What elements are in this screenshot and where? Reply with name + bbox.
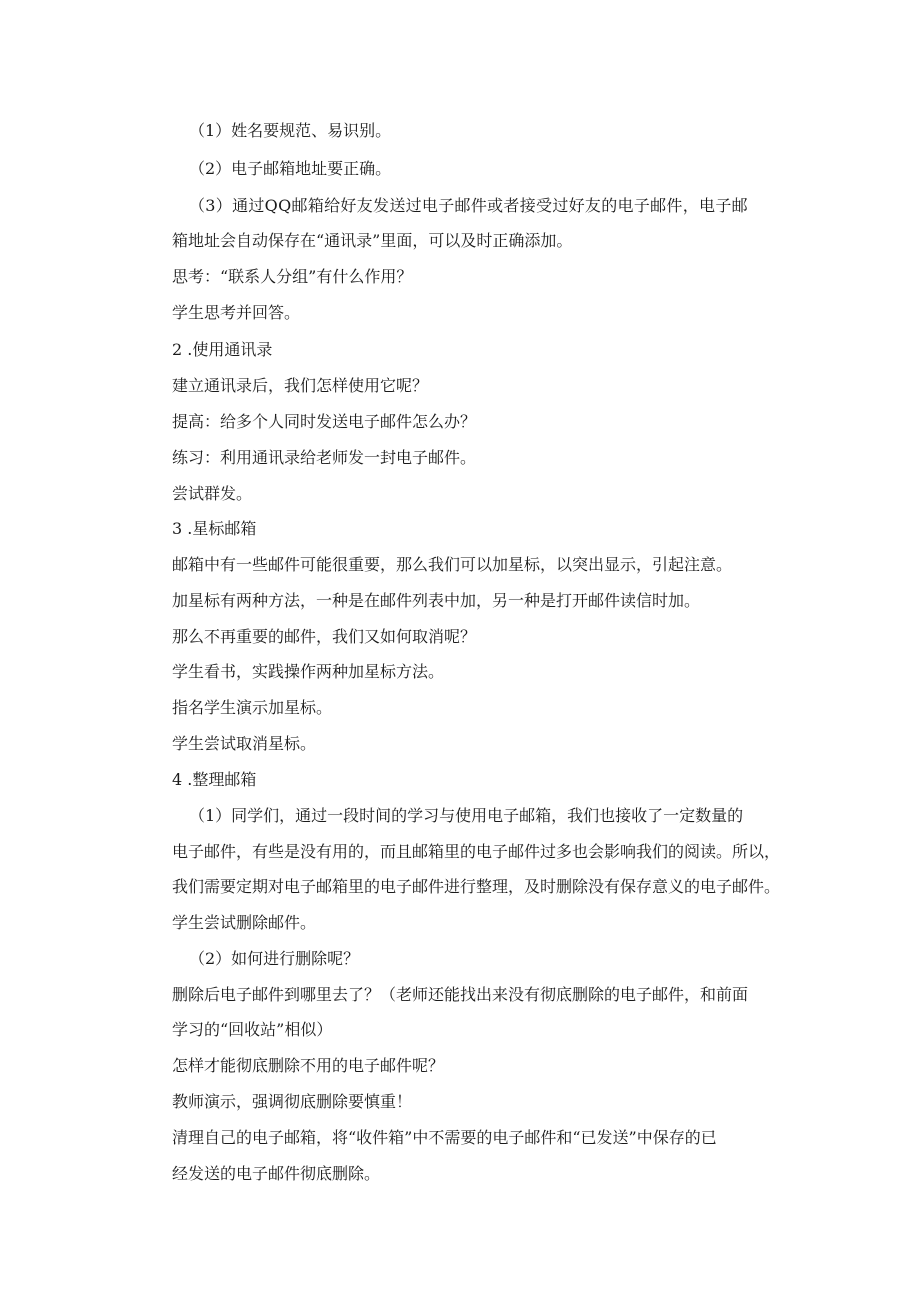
text-line: 思考：“联系人分组”有什么作用？	[172, 267, 413, 286]
text-line: 尝试群发。	[172, 484, 253, 503]
text-line: （2）如何进行删除呢？	[189, 949, 360, 968]
text-line: 电子邮件，有些是没有用的，而且邮箱里的电子邮件过多也会影响我们的阅读。所以，	[172, 842, 781, 861]
text-line: 学习的“回收站”相似）	[172, 1020, 333, 1039]
text-line: （1）同学们，通过一段时间的学习与使用电子邮箱，我们也接收了一定数量的	[189, 806, 744, 825]
text-line: 学生思考并回答。	[172, 303, 301, 322]
text-line: 加星标有两种方法，一种是在邮件列表中加，另一种是打开邮件读信时加。	[172, 591, 701, 610]
text-line: 箱地址会自动保存在“通讯录”里面，可以及时正确添加。	[172, 231, 573, 250]
text-line: 建立通讯录后，我们怎样使用它呢？	[172, 376, 429, 395]
text-line: 学生看书，实践操作两种加星标方法。	[172, 662, 445, 681]
text-line: 删除后电子邮件到哪里去了？（老师还能找出来没有彻底删除的电子邮件，和前面	[172, 985, 749, 1004]
section-heading: 3 .星标邮箱	[172, 519, 257, 538]
text-line: 邮箱中有一些邮件可能很重要，那么我们可以加星标，以突出显示，引起注意。	[172, 555, 733, 574]
text-line: 清理自己的电子邮箱，将“收件箱”中不需要的电子邮件和“已发送”中保存的已	[172, 1128, 717, 1147]
text-line: （1）姓名要规范、易识别。	[189, 121, 392, 140]
text-line: （2）电子邮箱地址要正确。	[189, 159, 392, 178]
text-line: 怎样才能彻底删除不用的电子邮件呢？	[172, 1056, 445, 1075]
text-line: 那么不再重要的邮件，我们又如何取消呢？	[172, 627, 477, 646]
text-line: 指名学生演示加星标。	[172, 698, 333, 717]
section-heading: 4 .整理邮箱	[172, 770, 257, 789]
text-line: 提高：给多个人同时发送电子邮件怎么办？	[172, 412, 477, 431]
text-line: 学生尝试删除邮件。	[172, 913, 317, 932]
text-line: （3）通过QQ邮箱给好友发送过电子邮件或者接受过好友的电子邮件，电子邮	[189, 196, 748, 215]
text-line: 学生尝试取消星标。	[172, 734, 317, 753]
text-line: 我们需要定期对电子邮箱里的电子邮件进行整理，及时删除没有保存意义的电子邮件。	[172, 877, 781, 896]
section-heading: 2 .使用通讯录	[172, 340, 273, 359]
text-line: 练习：利用通讯录给老师发一封电子邮件。	[172, 448, 477, 467]
text-line: 经发送的电子邮件彻底删除。	[172, 1164, 381, 1183]
text-line: 教师演示，强调彻底删除要慎重！	[172, 1092, 413, 1111]
